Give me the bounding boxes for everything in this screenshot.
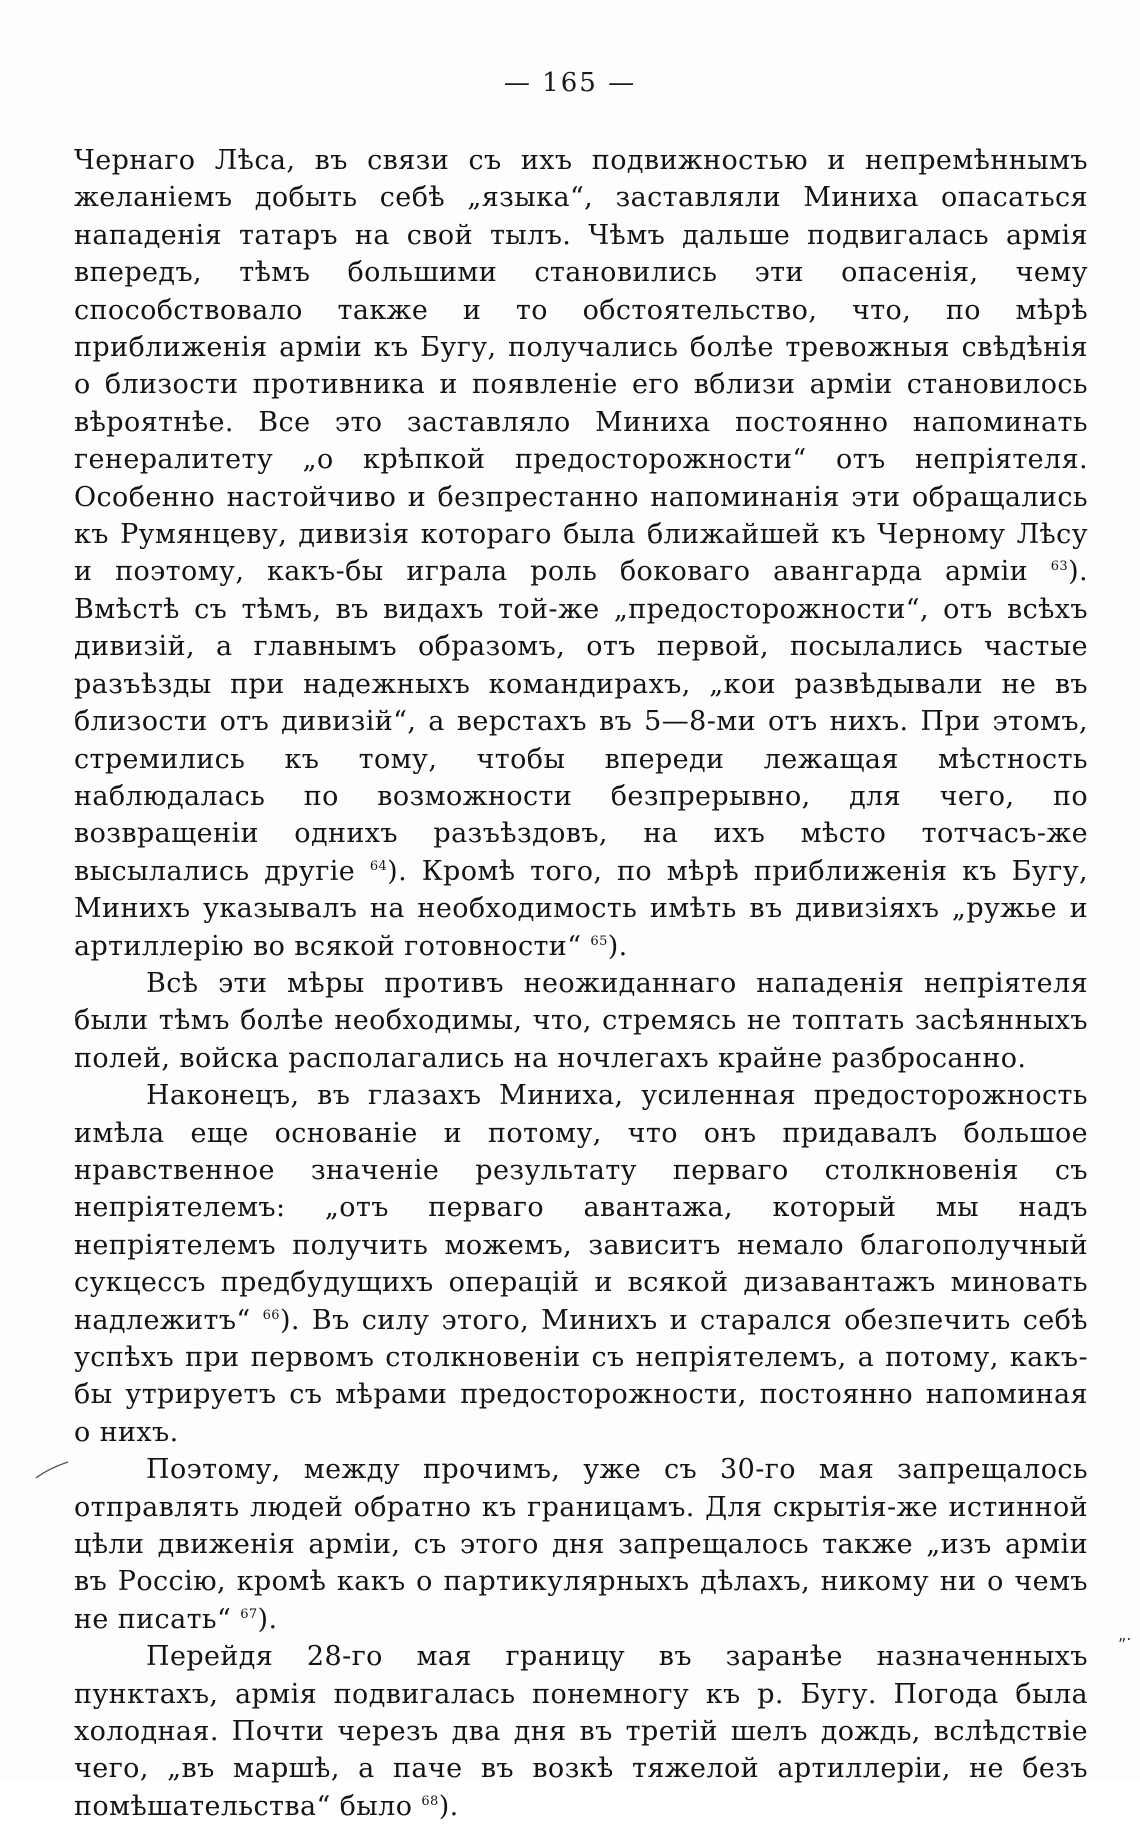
paragraph bbox=[74, 1077, 1088, 1451]
paragraph-text: ). Кромѣ того, по мѣрѣ приближенія къ Бугу, Минихъ указывалъ на необходимость имѣть въ дивизіяхъ „ружье и артиллерію во всякой готовности“ bbox=[74, 855, 1088, 962]
paragraph-text: ). bbox=[438, 1790, 459, 1822]
paragraph-text: Всѣ эти мѣры противъ неожиданнаго нападенія непріятеля были тѣмъ болѣе необходимы, что, стремясь не топтать засѣянныхъ полей, войска располагались на ночлегахъ крайне разбросанно. bbox=[74, 967, 1088, 1074]
margin-pencil-mark bbox=[34, 1458, 70, 1482]
footnote-ref: 68 bbox=[421, 1793, 439, 1809]
paragraph-text: Чернаго Лѣса, въ связи съ ихъ подвижностью и непремѣннымъ желаніемъ добыть себѣ „языка“, заставляли Миниха опасаться нападенія татаръ на свой тылъ. Чѣмъ дальше подвигалась армія впередъ, тѣмъ большими становились эти опасенія, чему способствовало также и то обстоятельство, что, по мѣрѣ приближенія арміи къ Бугу, получались болѣе тревожныя свѣдѣнія о близости противника и появленіе его вблизи арміи становилось вѣроятнѣе. Все это заставляло Миниха постоянно напоминать генералитету „о крѣпкой предосторожности“ отъ непріятеля. Особенно настойчиво и безпрестанно напоминанія эти обращались къ Румянцеву, дивизія котораго была ближайшей къ Черному Лѣсу и поэтому, какъ-бы играла роль боковаго авангарда арміи bbox=[74, 145, 1088, 588]
paragraph-text: ). Въ силу этого, Минихъ и старался обезпечить себѣ успѣхъ при первомъ столкновеніи съ непріятелемъ, а потому, какъ-бы утрируетъ съ мѣрами предосторожности, постоянно напоминая о нихъ. bbox=[74, 1304, 1088, 1448]
paragraph-text: Поэтому, между прочимъ, уже съ 30-го мая запрещалось отправлять людей обратно къ границамъ. Для скрытія-же истинной цѣли движенія арміи, съ этого дня запрещалось также „изъ арміи въ Россію, кромѣ какъ о партикулярныхъ дѣлахъ, никому ни о чемъ не писать“ bbox=[74, 1454, 1088, 1635]
footnote-ref: 66 bbox=[262, 1307, 280, 1323]
footnote-ref: 64 bbox=[369, 858, 388, 874]
paragraph-text: ). Вмѣстѣ съ тѣмъ, въ видахъ той-же „предосторожности“, отъ всѣхъ дивизій, а главнымъ образомъ, отъ первой, посылались частые разъѣзды при надежныхъ командирахъ, „кои развѣдывали не въ близости отъ дивизій“, а верстахъ въ 5—8-ми отъ нихъ. При этомъ, стремились къ тому, чтобы впереди лежащая мѣстность наблюдалась по возможности безпрерывно, для чего, по возвращеніи однихъ разъѣздовъ, на ихъ мѣсто тотчасъ-же высылались другіе bbox=[74, 556, 1088, 887]
body-text bbox=[74, 142, 1088, 1825]
margin-dots: „. bbox=[1118, 1625, 1132, 1644]
paragraph-text: Наконецъ, въ глазахъ Миниха, усиленная предосторожность имѣла еще основаніе и потому, что онъ придавалъ большое нравственное значеніе результату перваго столкновенія съ непріятелемъ: „отъ перваго авантажа, который мы надъ непріятелемъ получить можемъ, зависитъ немало благополучный сукцессъ предбудущихъ операцій и всякой дизавантажъ миновать надлежитъ“ bbox=[74, 1080, 1088, 1336]
paragraph-text: ). bbox=[257, 1603, 278, 1635]
paragraph bbox=[74, 1638, 1088, 1825]
page-number: — 165 — bbox=[503, 68, 637, 98]
footnote-ref: 63 bbox=[1050, 559, 1069, 575]
footnote-ref: 67 bbox=[240, 1606, 258, 1622]
footnote-ref: 65 bbox=[590, 933, 608, 949]
paragraph bbox=[74, 142, 1088, 965]
paragraph bbox=[74, 1451, 1088, 1638]
paragraph-text: Перейдя 28-го мая границу въ заранѣе назначенныхъ пунктахъ, армія подвигалась понемногу къ р. Бугу. Погода была холодная. Почти черезъ два дня въ третій шелъ дождь, вслѣдствіе чего, „въ маршѣ, а паче въ возкѣ тяжелой артиллеріи, не безъ помѣшательства“ было bbox=[74, 1641, 1088, 1822]
paragraph-text: ). bbox=[607, 930, 628, 962]
paragraph bbox=[74, 965, 1088, 1077]
